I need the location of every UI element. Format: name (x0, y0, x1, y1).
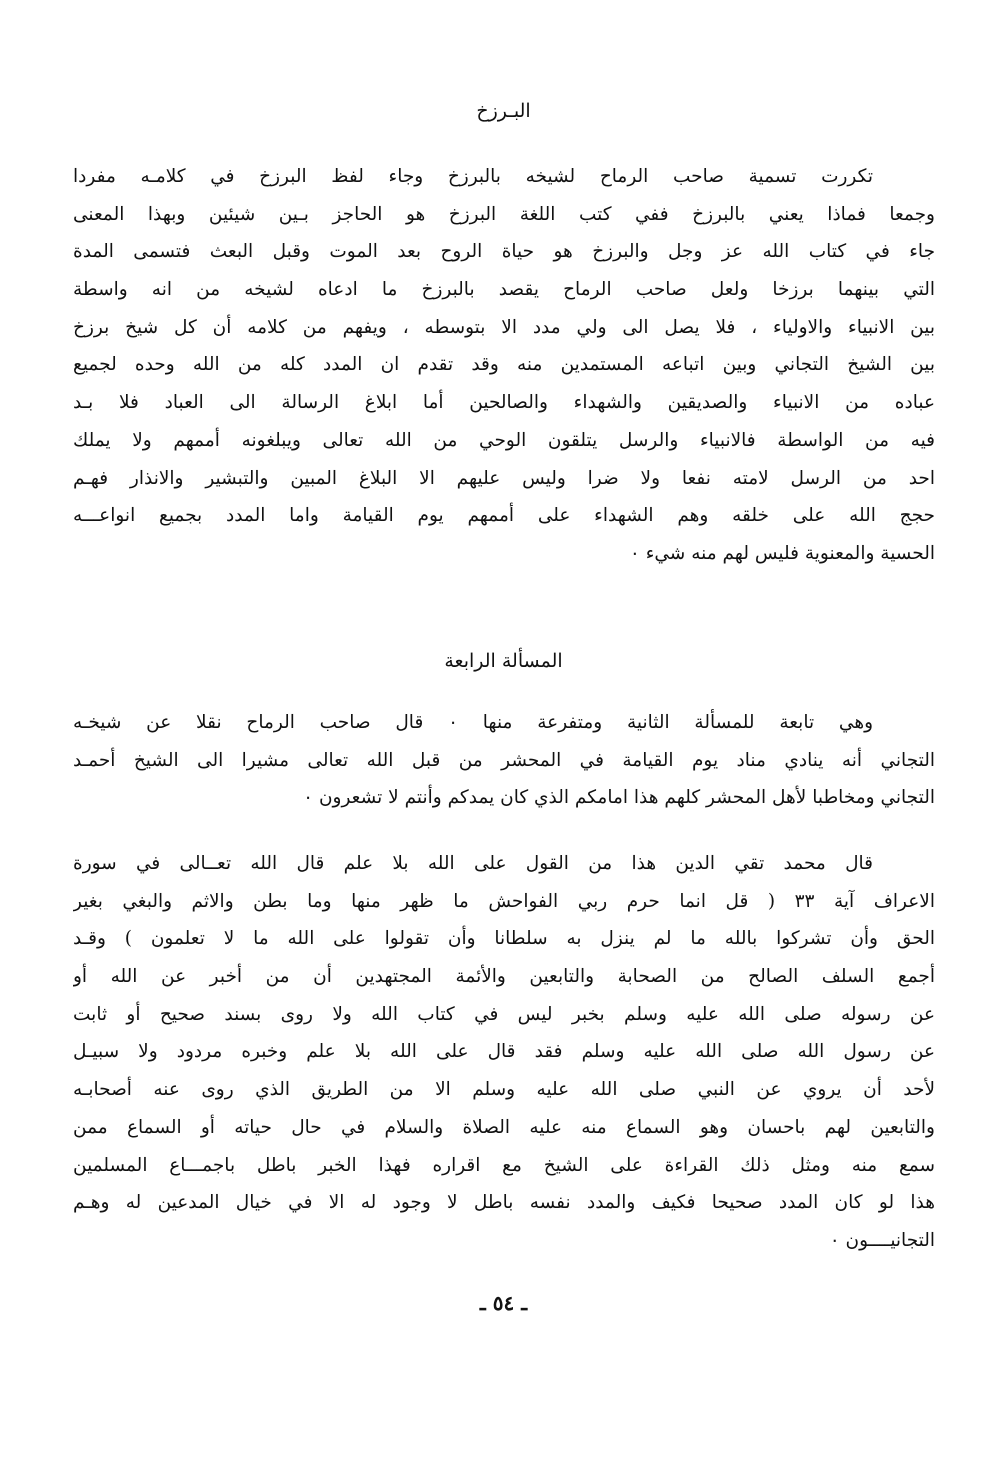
text-line: جاء في كتاب الله عز وجل والبرزخ هو حياة الروح بعد الموت وقبل البعث فتسمى المدة (73, 241, 935, 263)
text-line: الحسية والمعنوية فليس لهم منه شيء ٠ (629, 542, 935, 564)
text-line: احد من الرسل لامته نفعا ولا ضرا وليس عليهم الا البلاغ المبين والتبشير والانذار فهـم (73, 467, 935, 489)
text-line: والتابعين لهم باحسان وهو السماع منه عليه الصلاة والسلام في حال حياته أو السماع ممن (73, 1116, 935, 1138)
text-line: هذا لو كان المدد صحيحا فكيف والمدد نفسه باطل لا وجود له الا في خيال المدعين له وهـم (73, 1192, 935, 1214)
page-number: ـ ٥٤ ـ (479, 1291, 528, 1315)
text-line: حجج الله على خلقه وهم الشهداء على أممهم يوم القيامة واما المدد بجميع انواعـــه (73, 505, 935, 527)
text-line: التجاني ومخاطبا لأهل المحشر كلهم هذا امامكم الذي كان يمدكم وأنتم لا تشعرون ٠ (303, 787, 935, 809)
paragraph-barzakh (73, 158, 935, 573)
paragraph-refutation (73, 845, 935, 1260)
text-line: عن رسول الله صلى الله عليه وسلم فقد قال على الله بلا علم وخبره مردود ولا سبيـل (73, 1041, 935, 1063)
text-line: الحق وأن تشركوا بالله ما لم ينزل به سلطانا وأن تقولوا على الله ما لا تعلمون ) وقـد (73, 928, 935, 950)
text-line: التي بينهما برزخا ولعل صاحب الرماح يقصد بالبرزخ ما ادعاه لشيخه من انه واسطة (73, 279, 935, 301)
text-line: وجمعا فماذا يعني بالبرزخ ففي كتب اللغة البرزخ هو الحاجز بـين شيئين وبهذا المعنى (73, 203, 935, 225)
text-line: عباده من الانبياء والصديقين والشهداء والصالحين أما ابلاغ الرسالة الى العباد فلا بـد (73, 392, 935, 414)
text-line: التجانيــــون ٠ (829, 1229, 935, 1251)
text-line: عن رسوله صلى الله عليه وسلم بخبر ليس في كتاب الله ولا روى بسند صحيح أو ثابت (73, 1003, 935, 1025)
section-title-fourth-issue: المسألة الرابعة (444, 650, 563, 672)
text-line: بين الانبياء والاولياء ، فلا يصل الى ولي مدد الا بتوسطه ، ويفهم من كلامه أن كل شيخ برزخ (73, 316, 935, 338)
text-line: أجمع السلف الصالح من الصحابة والتابعين والأئمة المجتهدين أن من أخبر عن الله أو (73, 966, 935, 988)
text-line: قال محمد تقي الدين هذا من القول على الله بلا علم قال الله تعــالى في سورة (73, 853, 873, 874)
text-line: سمع منه ومثل ذلك القراءة على الشيخ مع اقراره فهذا الخبر باطل باجمـــاع المسلمين (73, 1154, 935, 1176)
text-line: فيه من الواسطة فالانبياء والرسل يتلقون الوحي من الله تعالى ويبلغونه أممهم ولا يملك (73, 429, 935, 451)
paragraph-fourth-issue (73, 704, 935, 817)
section-title-barzakh: البـرزخ (476, 100, 531, 122)
text-line: تكررت تسمية صاحب الرماح لشيخه بالبرزخ وجاء لفظ البرزخ في كلامـه مفردا (73, 166, 873, 187)
text-line: التجاني أنه ينادي مناد يوم القيامة في المحشر من قبل الله تعالى مشيرا الى الشيخ أحمـد (73, 749, 935, 771)
text-line: لأحد أن يروي عن النبي صلى الله عليه وسلم الا من الطريق الذي روى عنه أصحابـه (73, 1079, 935, 1101)
text-line: وهي تابعة للمسألة الثانية ومتفرعة منها ٠ قال صاحب الرماح نقلا عن شيخـه (73, 712, 874, 733)
text-line: بين الشيخ التجاني وبين اتباعه المستمدين منه وقد تقدم ان المدد كله من الله وحده لجميع (73, 354, 935, 376)
text-line: الاعراف آية ٣٣ ( قل انما حرم ربي الفواحش ما ظهر منها وما بطن والاثم والبغي بغير (73, 890, 935, 912)
